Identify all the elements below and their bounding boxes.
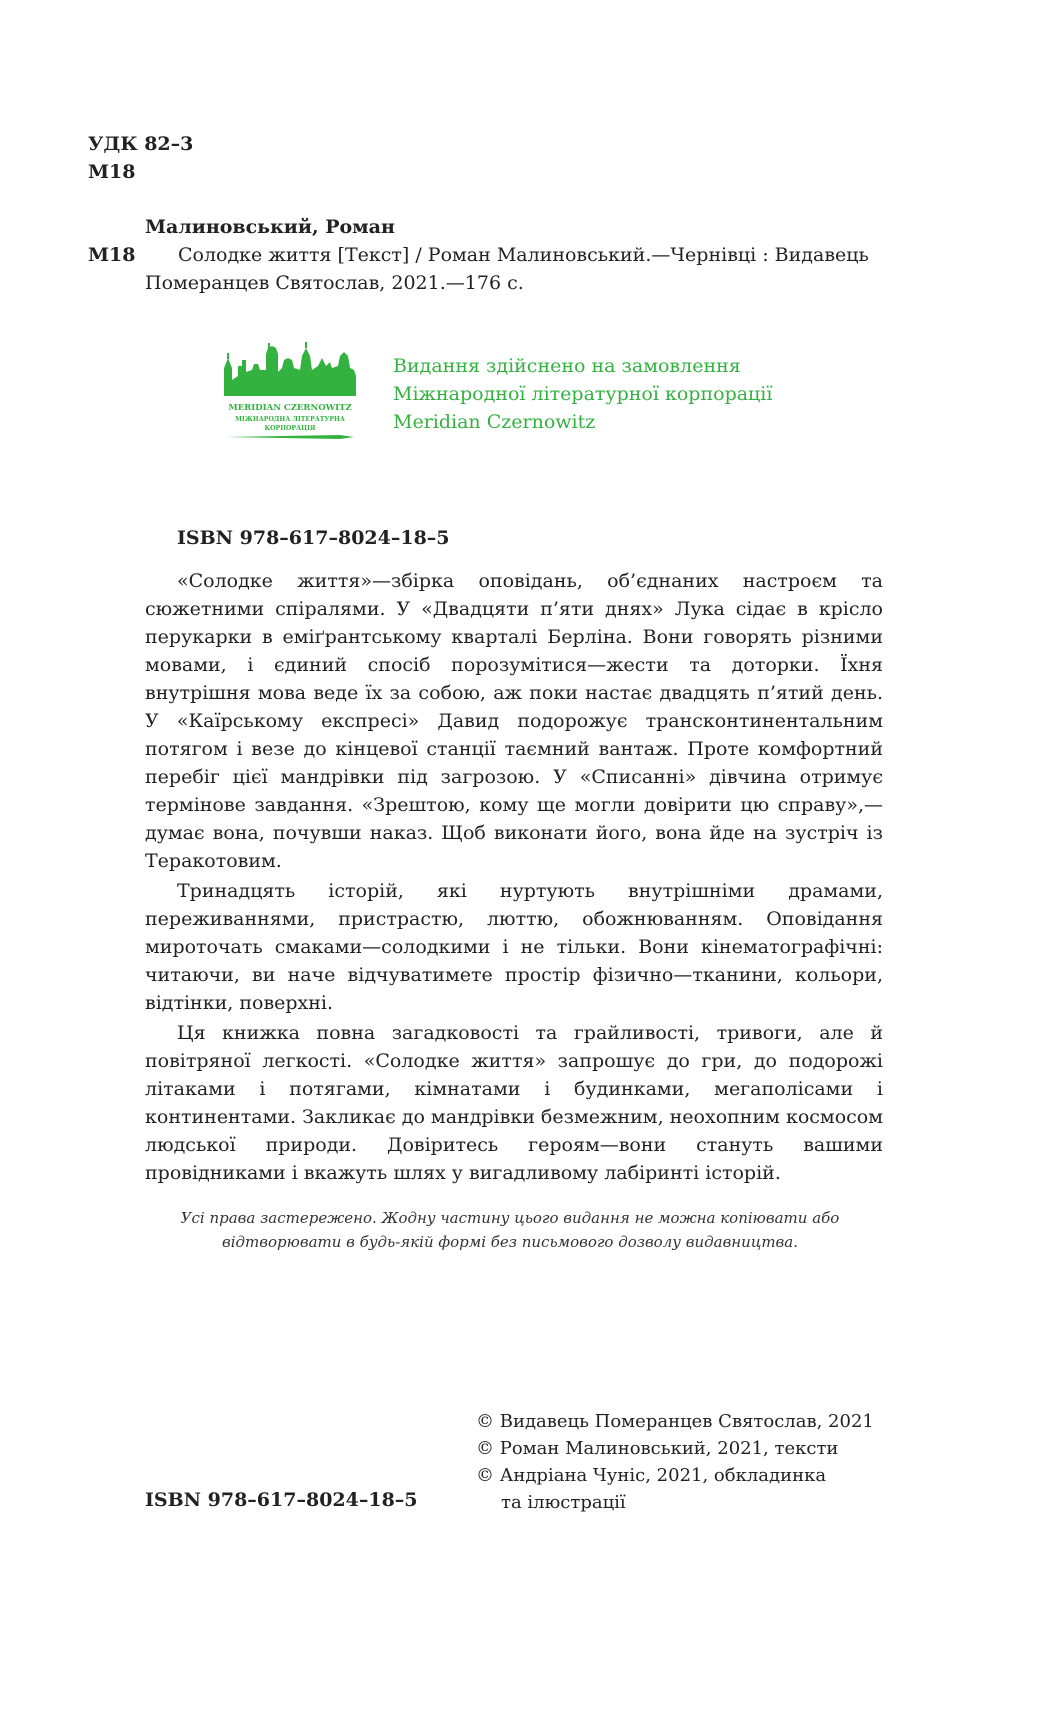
catalog-line-2: Померанцев Святослав, 2021.—176 с. [145,272,524,294]
logo-subtitle-2: КОРПОРАЦІЯ [264,425,316,432]
catalog-line-1: Солодке життя [Текст] / Роман Малиновський.—Чернівці : Видавець [178,244,869,266]
copyright-line-4: та ілюстрації [501,1492,626,1513]
sponsor-note [393,352,772,436]
copyright-line-3: © Андріана Чуніс, 2021, обкладинка [476,1465,827,1486]
copyright-line-1: © Видавець Померанцев Святослав, 2021 [476,1411,874,1432]
catalog-author: Малиновський, Роман [145,216,395,238]
annotation [145,567,883,1189]
sponsor-line-2: Міжнародної літературної корпорації [393,383,773,405]
udk-code: УДК 82–3 [88,133,194,155]
annotation-paragraph-2: Тринадцять історій, які нуртують внутрішніми драмами, переживаннями, пристрастю, люттю, обожнюванням. Оповідання мироточать смаками—солодкими і не тільки. Вони кінематографічні: читаючи, ви наче відчуватимете простір фізично—тканини, кольори, відтінки, поверхні. [145,880,883,1014]
logo-name: MERIDIAN CZERNOWITZ [228,403,352,413]
sponsor-line-1: Видання здійснено на замовлення [393,355,741,377]
catalog-description [145,241,975,297]
copyright-line-2: © Роман Малиновський, 2021, тексти [476,1438,839,1459]
udk-block [88,130,193,186]
isbn-bottom: ISBN 978–617–8024–18–5 [145,1489,418,1511]
logo-subtitle-1: МІЖНАРОДНА ЛІТЕРАТУРНА [235,416,345,423]
annotation-paragraph-3: Ця книжка повна загадковості та грайливості, тривоги, але й повітряної легкості. «Солодке життя» запрошує до гри, до подорожі літаками і потягами, кімнатами і будинками, мегаполісами і континентами. Закликає до мандрівки безмежним, неохопним космосом людської природи. Довіритесь героям—вони стануть вашими провідниками і вкажуть шлях у вигадливому лабіринті історій. [145,1022,883,1184]
sponsor-line-3: Meridian Czernowitz [393,411,596,433]
author-mark: М18 [88,161,136,183]
rights-notice: Усі права застережено. Жодну частину цього видання не можна копіювати або відтворювати в будь-якій формі без письмового дозволу видавництва. [180,1209,840,1251]
annotation-paragraph-1: «Солодке життя»—збірка оповідань, об’єднаних настроєм та сюжетними спіралями. У «Двадцяти п’яти днях» Лука сідає в крісло перукарки в еміґрантському кварталі Берліна. Вони говорять різними мовами, і єдиний спосіб порозумітися—жести та доторки. Їхня внутрішня мова веде їх за собою, аж поки настає двадцять п’ятий день. У «Каїрському експресі» Давид подорожує трансконтинентальним потягом і везе до кінцевої станції таємний вантаж. Проте комфортний перебіг цієї мандрівки під загрозою. У «Списанні» дівчина отримує термінове завдання. «Зрештою, кому ще могли довірити цю справу»,—думає вона, почувши наказ. Щоб виконати його, вона йде на зустріч із Теракотовим. [145,570,883,872]
copyright-block [476,1408,874,1516]
meridian-czernowitz-logo-icon [222,340,358,442]
isbn-top: ISBN 978–617–8024–18–5 [177,527,450,549]
catalog-code: М18 [88,244,136,266]
